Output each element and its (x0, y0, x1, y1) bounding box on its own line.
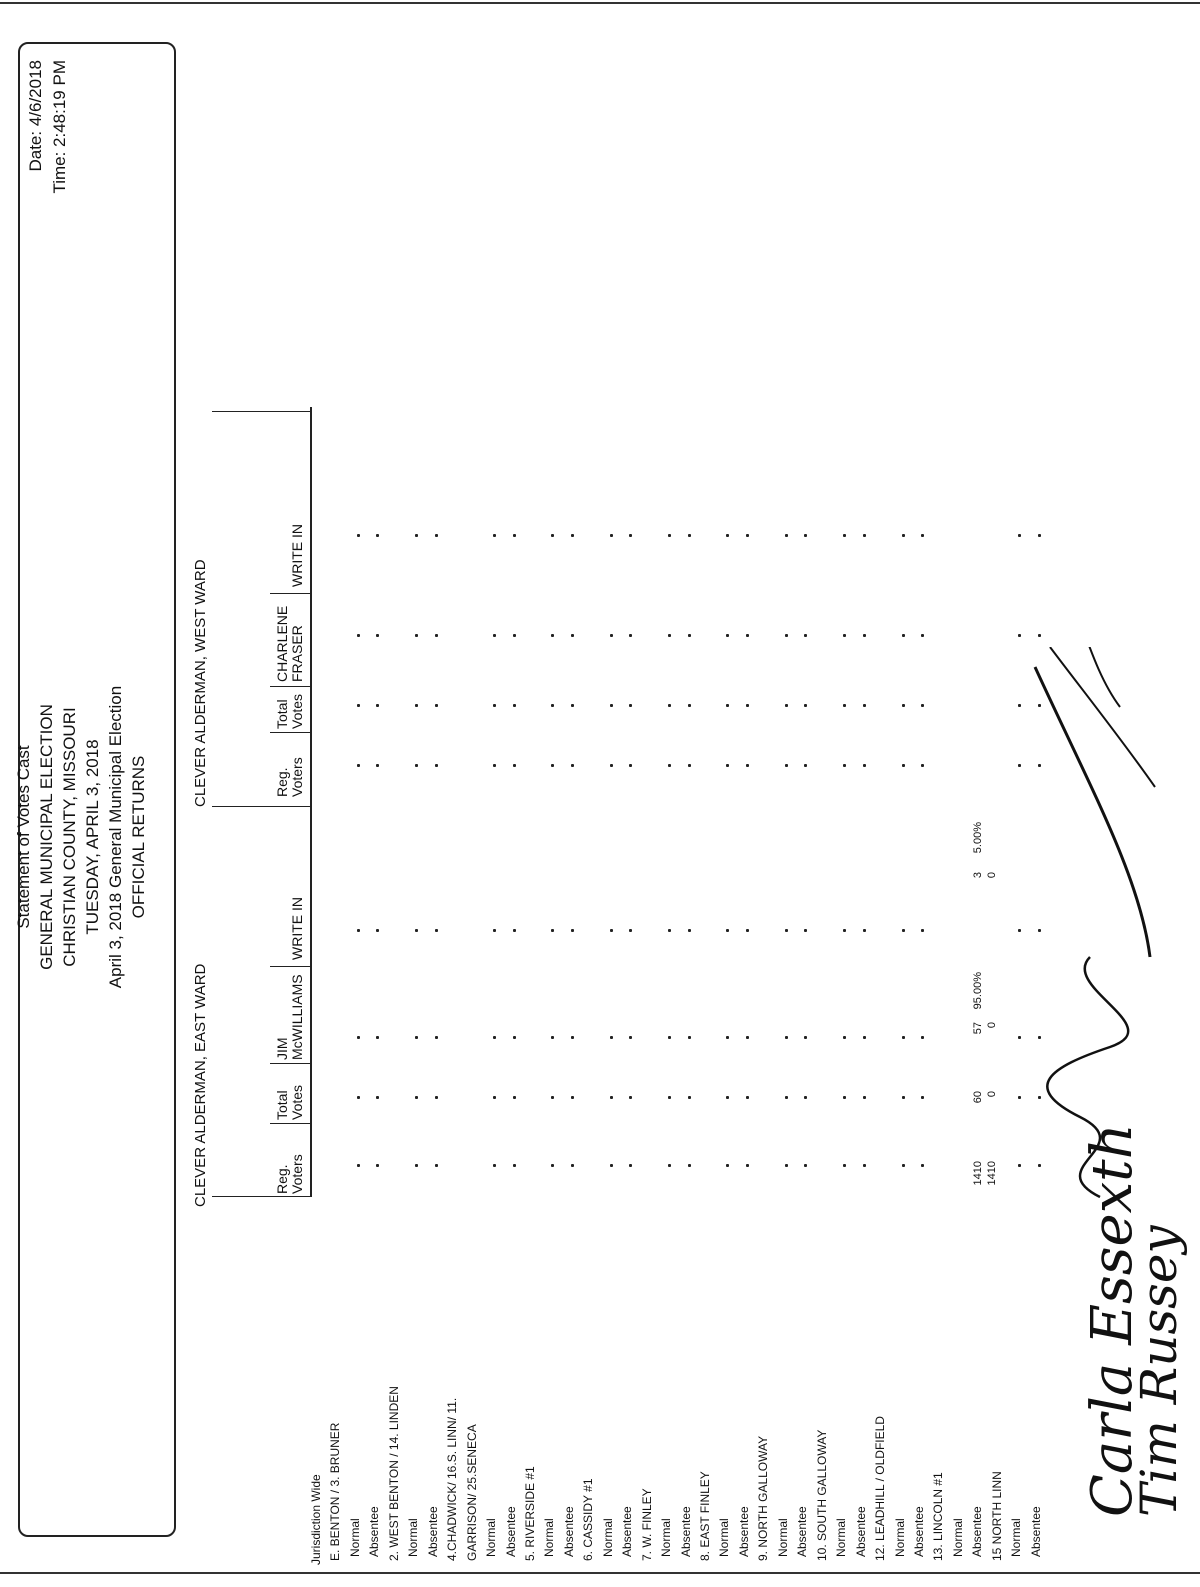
row-label: GARRISON/ 25.SENECA (464, 1424, 479, 1561)
empty-dot (726, 704, 729, 707)
empty-dot (357, 1096, 360, 1099)
empty-dot (493, 929, 496, 932)
row-label: 8. EAST FINLEY (698, 1471, 712, 1561)
empty-dot (746, 704, 749, 707)
row-label: 7. W. FINLEY (639, 1488, 654, 1561)
empty-dot (688, 1096, 691, 1099)
empty-dot (804, 1164, 807, 1167)
empty-dot (863, 1096, 866, 1099)
empty-dot (357, 634, 360, 637)
empty-dot (746, 764, 749, 767)
empty-dot (357, 1036, 360, 1039)
empty-dot (357, 929, 360, 932)
empty-dot (746, 534, 749, 537)
lincoln-absentee-total: 0 (986, 1091, 998, 1098)
empty-dot (902, 634, 905, 637)
empty-dot (863, 534, 866, 537)
empty-dot (746, 1036, 749, 1039)
row-label: 6. CASSIDY #1 (581, 1478, 596, 1561)
report-date: Date: 4/6/2018 (26, 60, 45, 172)
lincoln-normal-write: 3 (972, 872, 984, 879)
report-time: Time: 2:48:19 PM (50, 60, 69, 194)
empty-dot (726, 534, 729, 537)
empty-dot (493, 1164, 496, 1167)
empty-dot (668, 534, 671, 537)
header-underline (310, 407, 312, 1197)
empty-dot (688, 534, 691, 537)
row-label: Normal (717, 1518, 732, 1557)
empty-dot (415, 764, 418, 767)
empty-dot (571, 1036, 574, 1039)
empty-dot (843, 1036, 846, 1039)
empty-dot (804, 704, 807, 707)
empty-dot (921, 1096, 924, 1099)
row-label: 15 NORTH LINN (989, 1471, 1004, 1561)
empty-dot (435, 1036, 438, 1039)
lincoln-normal-reg: 1410 (972, 1161, 984, 1186)
row-label: 13. LINCOLN #1 (931, 1472, 946, 1561)
empty-dot (415, 634, 418, 637)
empty-dot (493, 704, 496, 707)
lincoln-absentee-jim: 0 (986, 1022, 998, 1029)
row-label: 5. RIVERSIDE #1 (522, 1466, 537, 1561)
empty-dot (1018, 534, 1021, 537)
empty-dot (493, 1036, 496, 1039)
empty-dot (921, 1164, 924, 1167)
empty-dot (726, 764, 729, 767)
report-title-2: GENERAL MUNICIPAL ELECTION (37, 704, 56, 970)
empty-dot (863, 1164, 866, 1167)
lincoln-absentee-write: 0 (986, 872, 998, 879)
race-title-east: CLEVER ALDERMAN, EAST WARD (192, 963, 209, 1207)
empty-dot (435, 764, 438, 767)
row-label: Normal (892, 1518, 907, 1557)
empty-dot (902, 534, 905, 537)
empty-dot (513, 634, 516, 637)
empty-dot (629, 1164, 632, 1167)
empty-dot (610, 1164, 613, 1167)
empty-dot (571, 534, 574, 537)
empty-dot (357, 704, 360, 707)
empty-dot (863, 764, 866, 767)
east-col-total-votes: Total Votes (274, 1084, 305, 1120)
west-col-reg-voters: Reg. Voters (274, 757, 305, 797)
empty-dot (843, 704, 846, 707)
empty-dot (513, 534, 516, 537)
empty-dot (376, 1036, 379, 1039)
empty-dot (688, 929, 691, 932)
report-title-5: April 3, 2018 General Municipal Election (106, 685, 125, 989)
empty-dot (571, 634, 574, 637)
empty-dot (435, 1096, 438, 1099)
empty-dot (804, 764, 807, 767)
empty-dot (376, 634, 379, 637)
empty-dot (415, 1096, 418, 1099)
empty-dot (551, 1036, 554, 1039)
empty-dot (863, 1036, 866, 1039)
row-label: Absentee (736, 1506, 751, 1557)
empty-dot (726, 1164, 729, 1167)
empty-dot (921, 764, 924, 767)
empty-dot (513, 929, 516, 932)
empty-dot (629, 1036, 632, 1039)
empty-dot (863, 929, 866, 932)
empty-dot (376, 764, 379, 767)
empty-dot (804, 534, 807, 537)
empty-dot (376, 704, 379, 707)
empty-dot (902, 1164, 905, 1167)
empty-dot (551, 1096, 554, 1099)
row-label: Absentee (678, 1506, 693, 1557)
row-label: Absentee (911, 1506, 926, 1557)
empty-dot (688, 704, 691, 707)
lincoln-normal-write-pct: 5.00% (972, 822, 984, 854)
empty-dot (804, 634, 807, 637)
row-label: Absentee (853, 1506, 868, 1557)
empty-dot (843, 764, 846, 767)
east-col-jim-mcwilliams: JIM McWILLIAMS (274, 974, 305, 1060)
empty-dot (843, 634, 846, 637)
report-title-1: Statement of Votes Cast (14, 745, 33, 929)
row-label: Jurisdiction Wide (309, 1474, 323, 1565)
empty-dot (629, 929, 632, 932)
report-title-6: OFFICIAL RETURNS (129, 755, 148, 919)
lincoln-normal-jim: 57 (972, 1022, 984, 1035)
row-label: Normal (406, 1518, 421, 1557)
empty-dot (571, 764, 574, 767)
empty-dot (688, 1164, 691, 1167)
empty-dot (668, 764, 671, 767)
row-label: 10. SOUTH GALLOWAY (814, 1429, 829, 1561)
east-col-write-in: WRITE IN (289, 897, 305, 960)
empty-dot (668, 1096, 671, 1099)
empty-dot (513, 1036, 516, 1039)
empty-dot (629, 534, 632, 537)
row-label: Normal (484, 1518, 499, 1557)
empty-dot (785, 929, 788, 932)
signature-tim: Tim Russey (1130, 1225, 1188, 1517)
empty-dot (551, 534, 554, 537)
empty-dot (804, 1036, 807, 1039)
empty-dot (493, 764, 496, 767)
empty-dot (1018, 634, 1021, 637)
empty-dot (610, 534, 613, 537)
empty-dot (435, 929, 438, 932)
empty-dot (863, 704, 866, 707)
empty-dot (804, 929, 807, 932)
row-label: Normal (542, 1518, 557, 1557)
row-label: Normal (600, 1518, 615, 1557)
signature-scrawl (1020, 647, 1180, 1207)
empty-dot (804, 1096, 807, 1099)
empty-dot (629, 704, 632, 707)
row-label: Absentee (620, 1506, 635, 1557)
row-label: Absentee (970, 1506, 985, 1557)
empty-dot (551, 704, 554, 707)
empty-dot (415, 929, 418, 932)
empty-dot (610, 764, 613, 767)
empty-dot (843, 534, 846, 537)
row-label: Absentee (561, 1506, 576, 1557)
empty-dot (610, 704, 613, 707)
empty-dot (843, 1164, 846, 1167)
empty-dot (668, 929, 671, 932)
mid-rule (212, 806, 312, 807)
empty-dot (513, 1096, 516, 1099)
empty-dot (785, 764, 788, 767)
east-left-rule (212, 1196, 312, 1197)
west-col-write-in: WRITE IN (289, 524, 305, 587)
empty-dot (551, 929, 554, 932)
row-label: Absentee (503, 1506, 518, 1557)
empty-dot (785, 704, 788, 707)
row-label: Normal (347, 1518, 362, 1557)
empty-dot (435, 634, 438, 637)
empty-dot (493, 634, 496, 637)
row-label: Absentee (425, 1506, 440, 1557)
empty-dot (610, 1036, 613, 1039)
empty-dot (571, 929, 574, 932)
empty-dot (571, 1096, 574, 1099)
empty-dot (376, 929, 379, 932)
empty-dot (551, 764, 554, 767)
empty-dot (513, 1164, 516, 1167)
row-label: Normal (950, 1518, 965, 1557)
race-title-west: CLEVER ALDERMAN, WEST WARD (192, 559, 209, 807)
empty-dot (571, 1164, 574, 1167)
empty-dot (668, 704, 671, 707)
row-label: Normal (1009, 1518, 1024, 1557)
empty-dot (902, 1096, 905, 1099)
empty-dot (357, 1164, 360, 1167)
empty-dot (688, 764, 691, 767)
row-label: Absentee (367, 1506, 382, 1557)
row-label: Normal (775, 1518, 790, 1557)
empty-dot (376, 1164, 379, 1167)
empty-dot (688, 1036, 691, 1039)
empty-dot (415, 534, 418, 537)
empty-dot (921, 534, 924, 537)
lincoln-normal-total: 60 (972, 1091, 984, 1104)
empty-dot (513, 764, 516, 767)
empty-dot (785, 1036, 788, 1039)
empty-dot (668, 1036, 671, 1039)
row-label: 4.CHADWICK/ 16.S. LINN/ 11. (445, 1397, 460, 1561)
empty-dot (921, 634, 924, 637)
empty-dot (357, 534, 360, 537)
empty-dot (668, 1164, 671, 1167)
row-label: Absentee (1028, 1506, 1043, 1557)
empty-dot (415, 1164, 418, 1167)
report-title-4: TUESDAY, APRIL 3, 2018 (83, 739, 102, 935)
empty-dot (902, 704, 905, 707)
report-title-3: CHRISTIAN COUNTY, MISSOURI (60, 707, 79, 967)
empty-dot (746, 929, 749, 932)
empty-dot (726, 1096, 729, 1099)
row-label: 9. NORTH GALLOWAY (756, 1435, 771, 1561)
empty-dot (610, 634, 613, 637)
empty-dot (746, 634, 749, 637)
empty-dot (785, 534, 788, 537)
empty-dot (863, 634, 866, 637)
empty-dot (629, 1096, 632, 1099)
empty-dot (785, 634, 788, 637)
empty-dot (902, 764, 905, 767)
empty-dot (1038, 634, 1041, 637)
empty-dot (746, 1164, 749, 1167)
empty-dot (843, 1096, 846, 1099)
empty-dot (551, 634, 554, 637)
empty-dot (376, 1096, 379, 1099)
signature-carla: Carla Essexth (1080, 1123, 1145, 1517)
empty-dot (571, 704, 574, 707)
empty-dot (629, 764, 632, 767)
empty-dot (726, 634, 729, 637)
empty-dot (551, 1164, 554, 1167)
empty-dot (415, 704, 418, 707)
empty-dot (610, 1096, 613, 1099)
empty-dot (513, 704, 516, 707)
empty-dot (726, 929, 729, 932)
west-col-total-votes: Total Votes (274, 693, 305, 729)
empty-dot (435, 1164, 438, 1167)
empty-dot (493, 534, 496, 537)
empty-dot (746, 1096, 749, 1099)
empty-dot (629, 634, 632, 637)
empty-dot (688, 634, 691, 637)
empty-dot (668, 634, 671, 637)
row-label: Normal (834, 1518, 849, 1557)
empty-dot (921, 1036, 924, 1039)
empty-dot (1038, 534, 1041, 537)
west-col-charlene-fraser: CHARLENE FRASER (274, 605, 305, 682)
row-label: 2. WEST BENTON / 14. LINDEN (386, 1386, 401, 1561)
empty-dot (785, 1096, 788, 1099)
empty-dot (902, 929, 905, 932)
empty-dot (357, 764, 360, 767)
empty-dot (376, 534, 379, 537)
empty-dot (435, 534, 438, 537)
row-label: Absentee (795, 1506, 810, 1557)
west-right-rule (212, 411, 312, 412)
empty-dot (921, 929, 924, 932)
empty-dot (435, 704, 438, 707)
lincoln-normal-jim-pct: 95.00% (972, 972, 984, 1010)
empty-dot (415, 1036, 418, 1039)
empty-dot (610, 929, 613, 932)
empty-dot (921, 704, 924, 707)
empty-dot (902, 1036, 905, 1039)
empty-dot (843, 929, 846, 932)
row-label: Normal (659, 1518, 674, 1557)
lincoln-absentee-reg: 1410 (986, 1161, 998, 1186)
east-col-reg-voters: Reg. Voters (274, 1154, 305, 1194)
empty-dot (726, 1036, 729, 1039)
empty-dot (785, 1164, 788, 1167)
empty-dot (493, 1096, 496, 1099)
row-label: E. BENTON / 3. BRUNER (328, 1422, 343, 1561)
row-label: 12. LEADHILL / OLDFIELD (873, 1416, 888, 1561)
